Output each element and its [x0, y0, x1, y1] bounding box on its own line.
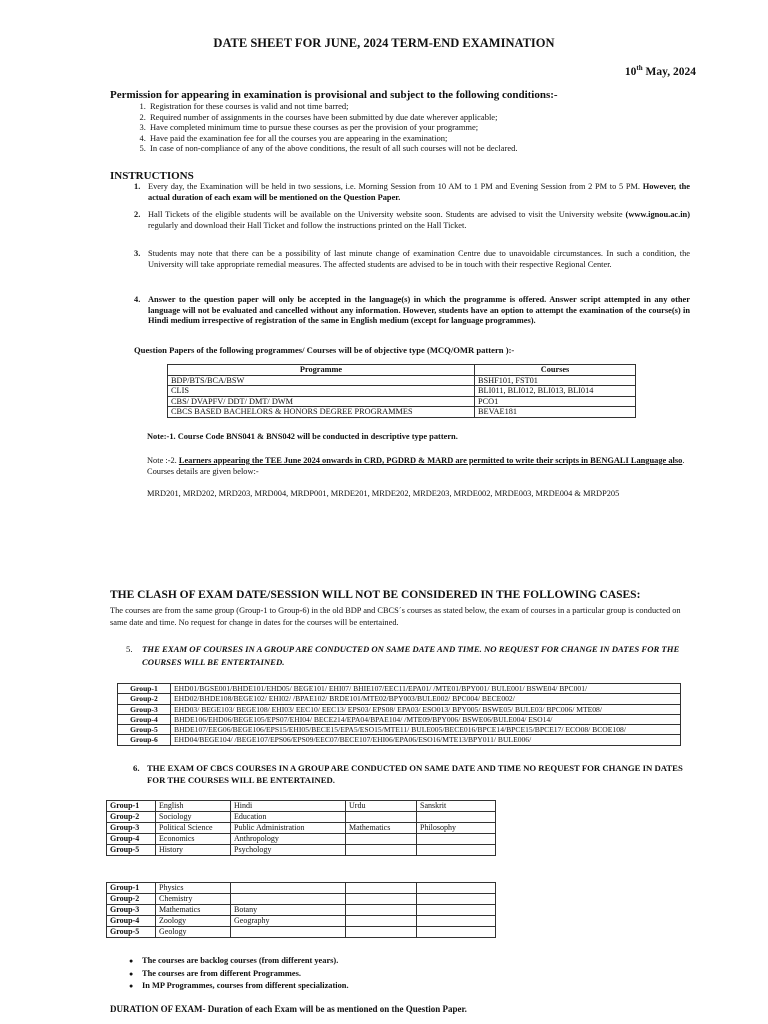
- mrd-course-list: MRD201, MRD202, MRD203, MRD004, MRDP001, MRDE201, MRDE202, MRDE203, MRDE002, MRDE003, MRDE004 & MRDP205: [147, 489, 620, 498]
- date-day: 10: [624, 65, 637, 78]
- bullet-item: ● In MP Programmes, courses from different specialization.: [142, 980, 349, 993]
- group-label: Group-2: [118, 694, 171, 704]
- document-title: DATE SHEET FOR JUNE, 2024 TERM-END EXAMINATION: [213, 36, 555, 50]
- condition-item: 1. Registration for these courses is valid and not time barred;: [148, 101, 708, 112]
- instruction-2: [134, 210, 690, 231]
- table-row: [107, 927, 496, 938]
- group-label: Group-1: [107, 883, 156, 894]
- subject-cell: [231, 927, 346, 938]
- table-row: [107, 834, 496, 845]
- instruction-text: Hall Tickets of the eligible students will be available on the University website soon. Students are advised to visit the University website: [148, 210, 626, 219]
- subject-cell: [346, 905, 417, 916]
- subject-cell: Geography: [231, 916, 346, 927]
- group-label: Group-4: [107, 834, 156, 845]
- subject-cell: [417, 812, 496, 823]
- subject-cell: Economics: [156, 834, 231, 845]
- table-row: [118, 694, 681, 704]
- bullet-item: ● The courses are backlog courses (from different years).: [142, 955, 349, 968]
- group-label: Group-6: [118, 735, 171, 745]
- subject-cell: Sociology: [156, 812, 231, 823]
- group-label: Group-3: [118, 704, 171, 714]
- cbcs-groups-table-1: [106, 800, 496, 856]
- table-row: [107, 823, 496, 834]
- group-courses: BHDE107/EEG06/BEGE106/EPS15/EHI05/BECE15/EPA5/ESO15/MTE11/ BULE005/BECE016/BPCE14/BPCE15/BPCE17/ ECO08/ BCOE108/: [171, 725, 681, 735]
- courses-cell: BEVAE181: [475, 407, 636, 418]
- table-row: [168, 386, 636, 397]
- permission-heading: Permission for appearing in examination is provisional and subject to the following conditions:-: [110, 89, 558, 101]
- table-row: [107, 894, 496, 905]
- group-label: Group-4: [107, 916, 156, 927]
- group-label: Group-5: [107, 927, 156, 938]
- group-label: Group-3: [107, 823, 156, 834]
- subject-cell: [231, 883, 346, 894]
- subject-cell: Chemistry: [156, 894, 231, 905]
- instruction-text: regularly and download their Hall Ticket and follow the instructions printed on the Hall Ticket.: [148, 220, 467, 230]
- point-5: [126, 643, 686, 669]
- point-6: [133, 762, 693, 786]
- instruction-3: [134, 249, 690, 270]
- subject-cell: [417, 916, 496, 927]
- subject-cell: Mathematics: [346, 823, 417, 834]
- table-row: [107, 905, 496, 916]
- subject-cell: [417, 894, 496, 905]
- table-row: [107, 916, 496, 927]
- group-label: Group-5: [118, 725, 171, 735]
- table-row: [168, 396, 636, 407]
- subject-cell: [346, 834, 417, 845]
- note-2-suffix: . Courses details are given below:-: [147, 456, 685, 476]
- subject-cell: [417, 845, 496, 856]
- subject-cell: Physics: [156, 883, 231, 894]
- subject-cell: [346, 883, 417, 894]
- point-number: 5.: [126, 644, 133, 654]
- note-2-prefix: Note :-2.: [147, 456, 179, 465]
- cbcs-groups-table-2: [106, 882, 496, 938]
- clash-text: The courses are from the same group (Group-1 to Group-6) in the old BDP and CBCS´s courses as stated below, the exam of courses in a particular group is conducted on same date and time. No request for change in dates for the courses will be entertained.: [110, 606, 681, 627]
- group-label: Group-5: [107, 845, 156, 856]
- table-row: [118, 735, 681, 745]
- subject-cell: Urdu: [346, 801, 417, 812]
- programme-cell: CBCS BASED BACHELORS & HONORS DEGREE PROGRAMMES: [168, 407, 475, 418]
- subject-cell: Psychology: [231, 845, 346, 856]
- subject-cell: Hindi: [231, 801, 346, 812]
- subject-cell: Mathematics: [156, 905, 231, 916]
- document-date: [625, 64, 696, 78]
- table-row: [168, 375, 636, 386]
- subject-cell: [346, 927, 417, 938]
- table-row: [107, 883, 496, 894]
- table-row: [118, 684, 681, 694]
- instruction-number: 2.: [134, 210, 141, 219]
- objective-courses-table: [167, 364, 636, 418]
- instruction-text: Students may note that there can be a possibility of last minute change of examination Centre due to unavoidable circumstances. In such a condition, the University will take appropriate remedial measures. The affected students are advised to be in touch with their respective Regional Center.: [148, 249, 690, 269]
- courses-cell: BLI011, BLI012, BLI013, BLI014: [475, 386, 636, 397]
- condition-item: 5. In case of non-compliance of any of the above conditions, the result of all such courses will not be declared.: [148, 143, 708, 154]
- subject-cell: [417, 883, 496, 894]
- table-row: [118, 704, 681, 714]
- condition-item: 2. Required number of assignments in the courses have been submitted by due date wherever applicable;: [148, 112, 708, 123]
- table-row: [168, 407, 636, 418]
- column-header-programme: Programme: [168, 365, 475, 376]
- programme-cell: BDP/BTS/BCA/BSW: [168, 375, 475, 386]
- subject-cell: [231, 894, 346, 905]
- subject-cell: [417, 905, 496, 916]
- note-2: [147, 456, 687, 477]
- instruction-bold-text: However, the actual duration of each exam will be mentioned on the Question Paper.: [148, 182, 690, 202]
- table-row: [107, 845, 496, 856]
- group-label: Group-1: [107, 801, 156, 812]
- subject-cell: [346, 845, 417, 856]
- subject-cell: [346, 916, 417, 927]
- objective-heading: Question Papers of the following programmes/ Courses will be of objective type (MCQ/OMR pattern ):-: [134, 345, 515, 355]
- table-header-row: [168, 365, 636, 376]
- subject-cell: [346, 812, 417, 823]
- courses-cell: BSHF101, FST01: [475, 375, 636, 386]
- group-courses: EHD04/BEGE104/ /BEGE107/EPS06/EPS09/EEC07/BECE107/EHI06/EPA06/ESO16/MTE13/BPY011/ BULE006/: [171, 735, 681, 745]
- subject-cell: [346, 894, 417, 905]
- subject-cell: History: [156, 845, 231, 856]
- table-row: [118, 725, 681, 735]
- date-suffix: th: [636, 64, 643, 72]
- instructions-heading: INSTRUCTIONS: [110, 170, 194, 182]
- website-link[interactable]: (www.ignou.ac.in): [625, 210, 690, 219]
- instruction-number: 4.: [134, 295, 141, 304]
- subject-cell: Anthropology: [231, 834, 346, 845]
- bullet-item: ● The courses are from different Programmes.: [142, 968, 349, 981]
- group-label: Group-2: [107, 894, 156, 905]
- group-label: Group-1: [118, 684, 171, 694]
- subject-cell: Zoology: [156, 916, 231, 927]
- subject-cell: Geology: [156, 927, 231, 938]
- instruction-1: [134, 182, 690, 203]
- table-row: [118, 714, 681, 724]
- old-bdp-groups-table: [117, 683, 681, 746]
- table-row: [107, 801, 496, 812]
- condition-item: 3. Have completed minimum time to pursue these courses as per the provision of your programme;: [148, 122, 708, 133]
- programme-cell: CBS/ DVAPFV/ DDT/ DMT/ DWM: [168, 396, 475, 407]
- conditions-list: [112, 101, 708, 154]
- instruction-4: [134, 295, 690, 327]
- table-row: [107, 812, 496, 823]
- instruction-number: 1.: [134, 182, 141, 191]
- clash-heading: THE CLASH OF EXAM DATE/SESSION WILL NOT BE CONSIDERED IN THE FOLLOWING CASES:: [110, 589, 641, 601]
- courses-cell: PCO1: [475, 396, 636, 407]
- subject-cell: English: [156, 801, 231, 812]
- subject-cell: Political Science: [156, 823, 231, 834]
- subject-cell: Philosophy: [417, 823, 496, 834]
- group-courses: EHD02/BHDE108/BEGE102/ EHI02/ /BPAE102/ BRDE101/MTE02/BPY003/BULE002/ BPC004/ BECE002/: [171, 694, 681, 704]
- point-number: 6.: [133, 763, 140, 773]
- point-text: THE EXAM OF COURSES IN A GROUP ARE CONDUCTED ON SAME DATE AND TIME. NO REQUEST FOR CHANGE IN DATES FOR THE COURSES WILL BE ENTERTAINED.: [142, 644, 680, 667]
- note-1: Note:-1. Course Code BNS041 & BNS042 will be conducted in descriptive type pattern.: [147, 432, 458, 441]
- date-rest: May, 2024: [642, 65, 696, 78]
- subject-cell: [417, 927, 496, 938]
- subject-cell: Education: [231, 812, 346, 823]
- group-courses: EHD01/BGSE001/BHDE101/EHD05/ BEGE101/ EHI07/ BHIE107/EEC11/EPA01/ /MTE01/BPY001/ BULE001/ BSWE04/ BPC001/: [171, 684, 681, 694]
- note-2-bold: Learners appearing the TEE June 2024 onwards in CRD, PGDRD & MARD are permitted to write their scripts in BENGALI Language also: [178, 456, 683, 465]
- column-header-courses: Courses: [475, 365, 636, 376]
- group-courses: EHD03/ BEGE103/ BEGE108/ EHI03/ EEC10/ EEC13/ EPS03/ EPS08/ EPA03/ ESO013/ BPY005/ BSWE05/ BULE03/ BPC006/ MTE08/: [171, 704, 681, 714]
- group-label: Group-3: [107, 905, 156, 916]
- group-label: Group-2: [107, 812, 156, 823]
- programme-cell: CLIS: [168, 386, 475, 397]
- subject-cell: [417, 834, 496, 845]
- subject-cell: Public Administration: [231, 823, 346, 834]
- group-label: Group-4: [118, 714, 171, 724]
- duration-note: DURATION OF EXAM- Duration of each Exam will be as mentioned on the Question Paper.: [110, 1004, 467, 1014]
- condition-item: 4. Have paid the examination fee for all the courses you are appearing in the examination;: [148, 133, 708, 144]
- instruction-number: 3.: [134, 249, 141, 258]
- instruction-text: Every day, the Examination will be held in two sessions, i.e. Morning Session from 10 AM to 1 PM and Evening Session from 2 PM to 5 PM.: [148, 182, 643, 191]
- point-text: THE EXAM OF CBCS COURSES IN A GROUP ARE CONDUCTED ON SAME DATE AND TIME NO REQUEST FOR CHANGE IN DATES FOR THE COURSES WILL BE ENTERTAINED.: [147, 763, 683, 785]
- subject-cell: Sanskrit: [417, 801, 496, 812]
- subject-cell: Botany: [231, 905, 346, 916]
- instruction-text: Answer to the question paper will only be accepted in the language(s) in which the programme is offered. Answer script attempted in any other language will not be evaluated and cancelled without any information. However, students have an option to attempt the examination of the course(s) in Hindi medium irrespective of registration of the same in English medium (except for language programmes).: [148, 295, 690, 325]
- group-courses: BHDE106/EHD06/BEGE105/EPS07/EHI04/ BECE214/EPA04/BPAE104/ /MTE09/BPY006/ BSWE06/BULE004/ ESO14/: [171, 714, 681, 724]
- bullet-list: [128, 955, 349, 993]
